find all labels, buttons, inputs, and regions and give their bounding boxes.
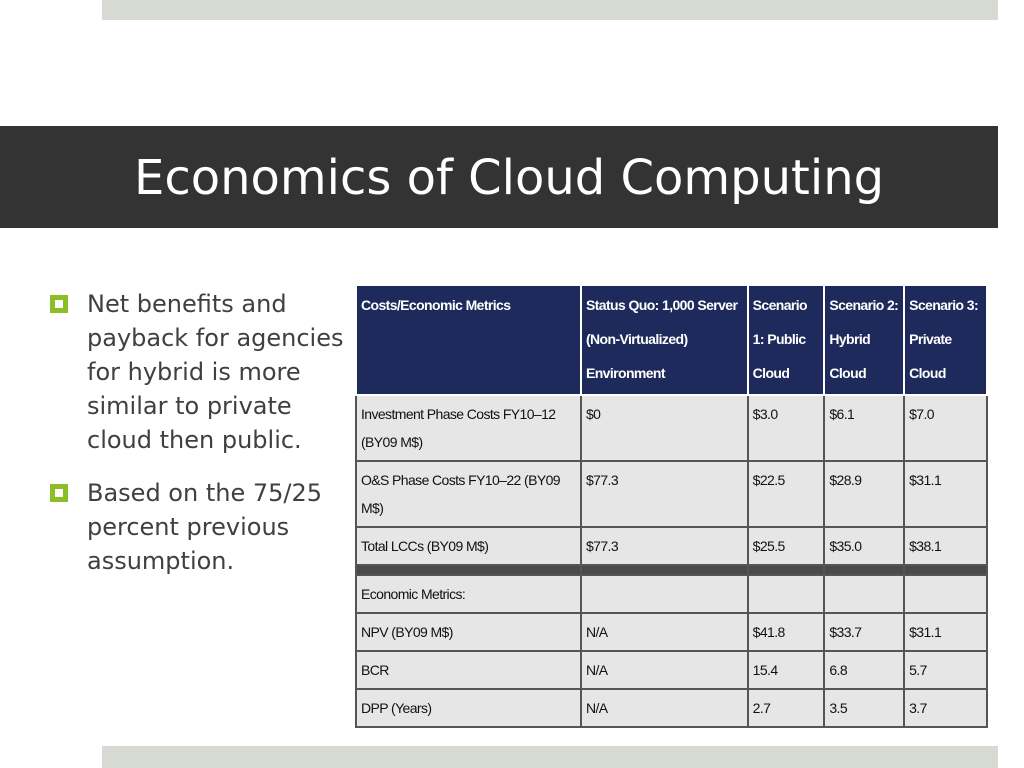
- table-cell: O&S Phase Costs FY10–22 (BY09 M$): [356, 461, 581, 527]
- header-cell: Status Quo: 1,000 Server (Non-Virtualized) Environment: [581, 285, 748, 395]
- table-row: [356, 575, 987, 613]
- table-cell: DPP (Years): [356, 689, 581, 727]
- table-cell: [581, 575, 748, 613]
- table-cell: $3.0: [748, 395, 825, 461]
- table-cell: $6.1: [824, 395, 904, 461]
- table-cell: 15.4: [748, 651, 825, 689]
- table-row: [356, 395, 987, 461]
- square-bullet-icon: [50, 484, 68, 502]
- bullet-text: Net benefits and payback for agencies for hybrid is more similar to private cloud then public.: [87, 290, 344, 454]
- table-cell: $31.1: [904, 461, 987, 527]
- table-cell: 6.8: [824, 651, 904, 689]
- bullet-list: [50, 287, 350, 597]
- table-cell: 3.5: [824, 689, 904, 727]
- table-cell: Economic Metrics:: [356, 575, 581, 613]
- bullet-text: Based on the 75/25 percent previous assumption.: [87, 479, 323, 575]
- table-cell: $33.7: [824, 613, 904, 651]
- bullet-item: [50, 287, 350, 457]
- table-row: [356, 613, 987, 651]
- table-row-separator: [356, 565, 987, 575]
- table-row: [356, 651, 987, 689]
- table-cell: $41.8: [748, 613, 825, 651]
- table-cell: [824, 575, 904, 613]
- metrics-table-container: [355, 284, 988, 716]
- table-row: [356, 527, 987, 565]
- bullet-item: [50, 476, 350, 578]
- table-cell: [748, 565, 825, 575]
- table-cell: 2.7: [748, 689, 825, 727]
- table-cell: $77.3: [581, 527, 748, 565]
- table-cell: $28.9: [824, 461, 904, 527]
- header-cell: Scenario 3: Private Cloud: [904, 285, 987, 395]
- table-cell: [824, 565, 904, 575]
- table-cell: $31.1: [904, 613, 987, 651]
- table-cell: N/A: [581, 651, 748, 689]
- table-cell: $77.3: [581, 461, 748, 527]
- table-cell: NPV (BY09 M$): [356, 613, 581, 651]
- table-cell: N/A: [581, 613, 748, 651]
- table-header-row: [356, 285, 987, 395]
- table-cell: 3.7: [904, 689, 987, 727]
- table-cell: $38.1: [904, 527, 987, 565]
- table-row: [356, 461, 987, 527]
- header-cell: Scenario 2: Hybrid Cloud: [824, 285, 904, 395]
- table-cell: [356, 565, 581, 575]
- table-row: [356, 689, 987, 727]
- table-cell: [904, 565, 987, 575]
- table-cell: $22.5: [748, 461, 825, 527]
- economic-metrics-table: [355, 284, 988, 728]
- table-cell: BCR: [356, 651, 581, 689]
- table-cell: $35.0: [824, 527, 904, 565]
- table-cell: [581, 565, 748, 575]
- table-cell: $0: [581, 395, 748, 461]
- header-cell: Costs/Economic Metrics: [356, 285, 581, 395]
- table-cell: $25.5: [748, 527, 825, 565]
- bottom-accent-band: [102, 746, 998, 768]
- table-cell: N/A: [581, 689, 748, 727]
- table-cell: Total LCCs (BY09 M$): [356, 527, 581, 565]
- table-cell: 5.7: [904, 651, 987, 689]
- table-cell: $7.0: [904, 395, 987, 461]
- slide-title: Economics of Cloud Computing: [134, 150, 885, 206]
- table-cell: [748, 575, 825, 613]
- square-bullet-icon: [50, 295, 68, 313]
- table-cell: [904, 575, 987, 613]
- table-cell: Investment Phase Costs FY10–12 (BY09 M$): [356, 395, 581, 461]
- top-accent-band: [102, 0, 998, 20]
- header-cell: Scenario 1: Public Cloud: [748, 285, 825, 395]
